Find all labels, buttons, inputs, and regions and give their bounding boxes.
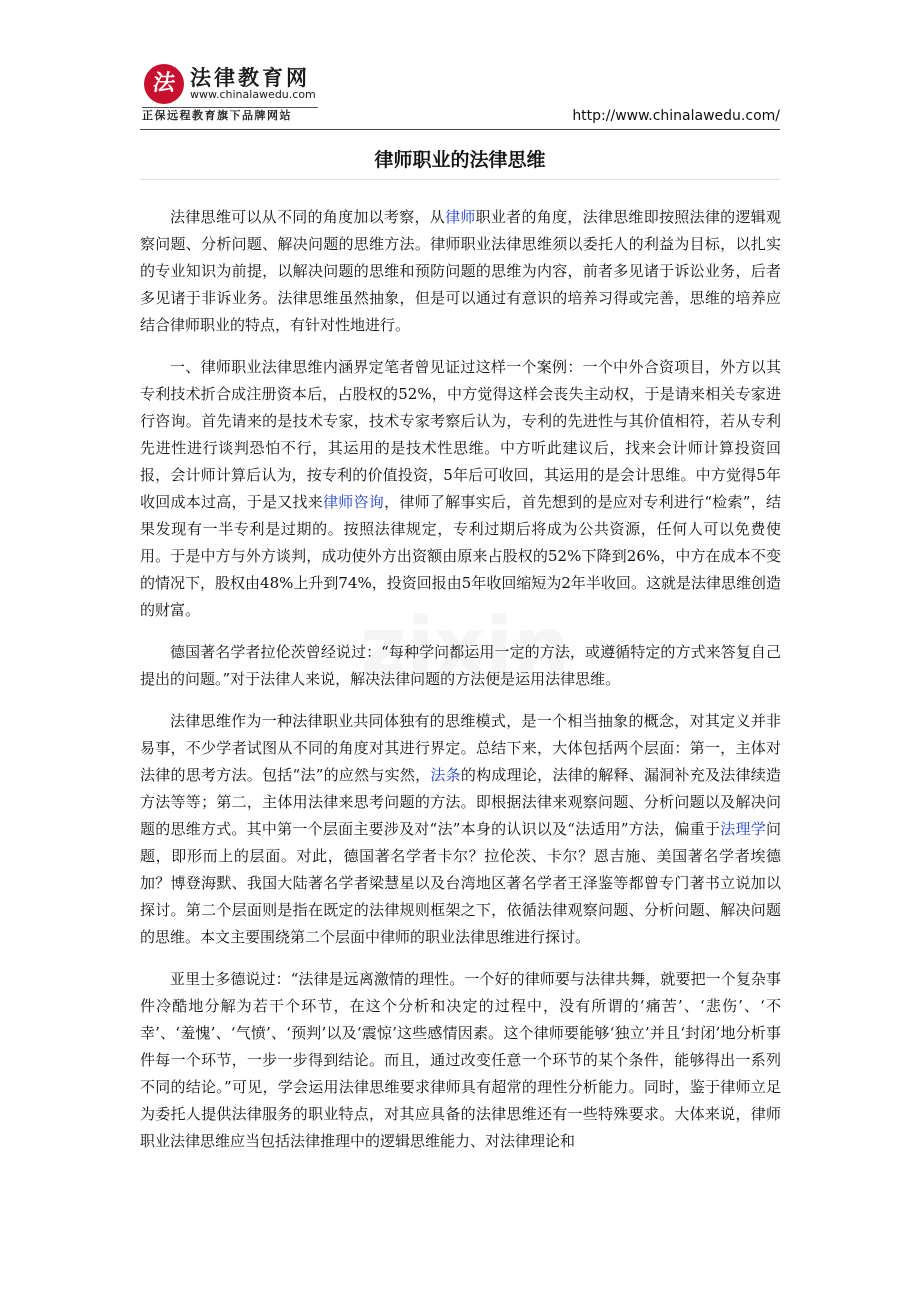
logo-url: www.chinalawedu.com <box>190 88 316 101</box>
link-lawyer[interactable]: 律师 <box>445 208 476 226</box>
link-statute[interactable]: 法条 <box>430 766 461 784</box>
article-body <box>140 204 781 1170</box>
title-divider <box>140 179 780 180</box>
page-header <box>0 0 920 135</box>
logo-icon: 法 <box>144 64 184 104</box>
paragraph-intro: 法律思维可以从不同的角度加以考察，从律师职业者的角度，法律思维即按照法律的逻辑观察问题、分析问题、解决问题的思维方法。律师职业法律思维须以委托人的利益为目标，以扎实的专业知识为前提，以解决问题的思维和预防问题的思维为内容，前者多见诸于诉讼业务，后者多见诸于非诉业务。法律思维虽然抽象，但是可以通过有意识的培养习得或完善，思维的培养应结合律师职业的特点，有针对性地进行。 <box>140 208 781 334</box>
paragraph-larenz: 德国著名学者拉伦茨曾经说过：“每种学问都运用一定的方法，或遵循特定的方式来答复自己提出的问题。”对于法律人来说，解决法律问题的方法便是运用法律思维。 <box>140 643 781 688</box>
logo-name: 法律教育网 <box>190 66 310 90</box>
paragraph-aristotle: 亚里士多德说过：“法律是远离激情的理性。一个好的律师要与法律共舞，就要把一个复杂事件冷酷地分解为若干个环节，在这个分析和决定的过程中，没有所谓的‘痛苦’、‘悲伤’、‘不幸’、‘羞愧’、‘气愤’、‘预判’以及‘震惊’这些感情因素。这个律师要能够‘独立’并且‘封闭’地分析事件每一个环节，一步一步得到结论。而且，通过改变任意一个环节的某个条件，能够得出一系列不同的结论。”可见，学会运用法律思维要求律师具有超常的理性分析能力。同时，鉴于律师立足为委托人提供法律服务的职业特点，对其应具备的法律思维还有一些特殊要求。大体来说，律师职业法律思维应当包括法律推理中的逻辑思维能力、对法律理论和 <box>140 970 781 1150</box>
site-logo[interactable] <box>142 62 320 124</box>
header-divider <box>140 129 780 130</box>
site-url-link[interactable]: http://www.chinalawedu.com/ <box>572 108 780 124</box>
link-lawyer-consult[interactable]: 律师咨询 <box>323 493 385 511</box>
paragraph-definition: 法律思维作为一种法律职业共同体独有的思维模式，是一个相当抽象的概念，对其定义并非易事，不少学者试图从不同的角度对其进行界定。总结下来，大体包括两个层面：第一，主体对法律的思考方法。包括“法”的应然与实然，法条的构成理论，法律的解释、漏洞补充及法律续造方法等等；第二，主体用法律来思考问题的方法。即根据法律来观察问题、分析问题以及解决问题的思维方式。其中第一个层面主要涉及对“法”本身的认识以及“法适用”方法，偏重于法理学问题，即形而上的层面。对此，德国著名学者卡尔？拉伦茨、卡尔？恩吉施、美国著名学者埃德加？博登海默、我国大陆著名学者梁慧星以及台湾地区著名学者王泽鉴等都曾专门著书立说加以探讨。第二个层面则是指在既定的法律规则框架之下，依循法律观察问题、分析问题、解决问题的思维。本文主要围绕第二个层面中律师的职业法律思维进行探讨。 <box>140 712 781 946</box>
link-jurisprudence[interactable]: 法理学 <box>720 820 766 838</box>
article-title: 律师职业的法律思维 <box>374 149 546 171</box>
logo-tagline: 正保远程教育旗下品牌网站 <box>142 107 318 123</box>
paragraph-case: 一、律师职业法律思维内涵界定笔者曾见证过这样一个案例：一个中外合资项目，外方以其专利技术折合成注册资本后，占股权的52%，中方觉得这样会丧失主动权，于是请来相关专家进行咨询。首先请来的是技术专家，技术专家考察后认为，专利的先进性与其价值相符，若从专利先进性进行谈判恐怕不行，其运用的是技术性思维。中方听此建议后，找来会计师计算投资回报，会计师计算后认为，按专利的价值投资，5年后可收回，其运用的是会计思维。中方觉得5年收回成本过高，于是又找来律师咨询，律师了解事实后，首先想到的是应对专利进行“检索”，结果发现有一半专利是过期的。按照法律规定，专利过期后将成为公共资源，任何人可以免费使用。于是中方与外方谈判，成功使外方出资额由原来占股权的52%下降到26%，中方在成本不变的情况下，股权由48%上升到74%，投资回报由5年收回缩短为2年半收回。这就是法律思维创造的财富。 <box>140 358 781 619</box>
